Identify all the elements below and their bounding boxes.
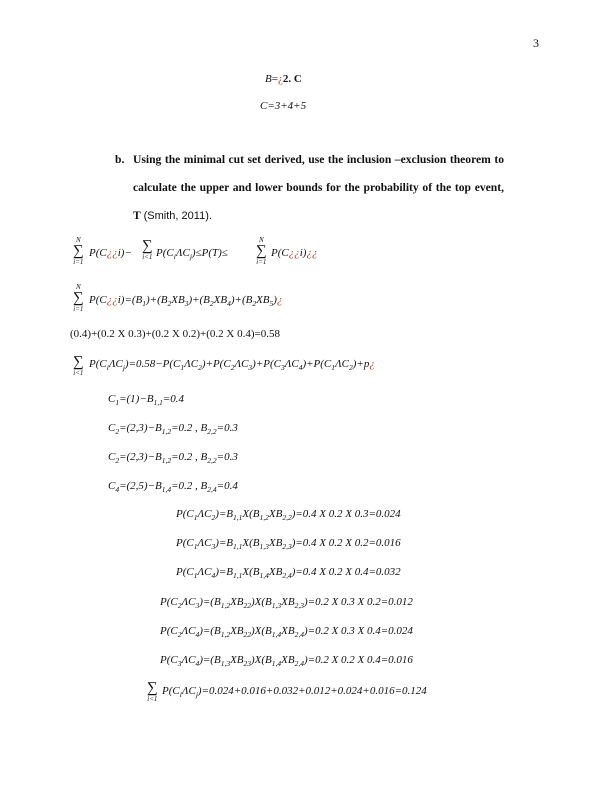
ps-term: )+P(C	[252, 358, 281, 370]
pair-line-5	[160, 624, 413, 638]
ps-sub: 1	[331, 363, 336, 372]
ps-sub: 2	[230, 363, 235, 372]
question-label: b.	[115, 153, 125, 166]
exp-left-end: i)=(B	[117, 294, 143, 306]
pair-sub: 2,4	[294, 659, 304, 668]
pair-sub: 1	[193, 513, 198, 522]
final-term: P(C	[162, 685, 180, 697]
pair-result: )=0.2 X 0.3 X 0.4=0.024	[303, 625, 413, 637]
pair-term: ΛC	[197, 566, 212, 578]
sigma-icon: ∑	[73, 354, 84, 370]
pair-sub: 1,4	[271, 630, 282, 639]
pair-sub: 22	[243, 630, 252, 639]
question-citation: (Smith, 2011).	[143, 210, 212, 222]
exp-tail: ¿	[276, 294, 283, 306]
pair-sub: 2	[177, 630, 182, 639]
cut-sub: 1,4	[161, 485, 172, 494]
exp-term: XB	[213, 294, 228, 306]
exp-term: XB	[256, 294, 270, 306]
ineq-right-markers: ¿¿	[288, 247, 300, 259]
cut-text: =(2,3)−B	[119, 451, 162, 463]
exp-sub: 3	[184, 299, 189, 308]
pair-sub: 3	[195, 601, 200, 610]
cut-line-1	[108, 392, 184, 406]
sum-symbol-4	[73, 283, 84, 313]
cut-text: =(2,5)−B	[119, 480, 162, 492]
pair-term: XB	[281, 654, 295, 666]
question-body: Using the minimal cut set derived, use the inclusion –exclusion theorem to calculate the upper and lower bounds for the probability of the top event, T	[133, 153, 504, 222]
exp-term: )+(B	[230, 294, 253, 306]
pair-sub: 23	[243, 659, 252, 668]
pair-term: )X(B	[251, 596, 272, 608]
pair-term: P(C	[176, 508, 194, 520]
cut-text: =(2,3)−B	[119, 422, 162, 434]
exp-sub: 2	[252, 299, 257, 308]
pair-term: )=(B	[199, 625, 221, 637]
pair-sub: 2	[177, 601, 182, 610]
sum-upper: N	[259, 236, 264, 244]
pair-sub: 2,2	[282, 513, 292, 522]
pair-term: P(C	[160, 625, 178, 637]
eq-b-rest: 2. C	[282, 73, 302, 85]
cut-rest: =0.2 , B	[171, 422, 208, 434]
ineq-left-end: i)−	[117, 247, 132, 259]
cut-rest: =0.2 , B	[171, 451, 208, 463]
cut-sub: 2,2	[207, 427, 217, 436]
pair-term: )=(B	[199, 654, 221, 666]
pair-sub: 2,4	[294, 630, 304, 639]
exp-term: )+(B	[146, 294, 168, 306]
pair-sub: 2	[211, 513, 216, 522]
inequality-left	[89, 246, 132, 260]
final-result: )=0.024+0.016+0.032+0.012+0.024+0.016=0.124	[197, 685, 427, 697]
exp-term: XB	[171, 294, 185, 306]
cut-line-2	[108, 421, 238, 435]
exp-markers: ¿¿	[106, 294, 118, 306]
pair-term: X(B	[242, 537, 260, 549]
ps-sub: i	[106, 363, 109, 372]
pair-sub: 1,3	[220, 659, 231, 668]
pair-term: X(B	[242, 508, 260, 520]
exp-term: )	[273, 294, 277, 306]
question-text	[133, 146, 504, 230]
cut-sub: 4	[115, 485, 120, 494]
pair-term: XB	[230, 596, 244, 608]
sum-symbol-6	[147, 681, 158, 703]
ps-term: P(C	[89, 358, 107, 370]
sum-symbol-1	[73, 236, 84, 266]
ps-sub: 3	[280, 363, 285, 372]
pair-term: XB	[268, 508, 283, 520]
pair-sub: 4	[195, 630, 200, 639]
ps-sub: 1	[180, 363, 185, 372]
pair-sub: 1,4	[271, 659, 282, 668]
sum-lower: i<1	[73, 369, 84, 377]
eq-b-lhs: B	[265, 73, 272, 85]
ps-sub: 3	[248, 363, 253, 372]
pair-sub: 2,3	[282, 542, 292, 551]
ineq-sub-i: i	[173, 252, 176, 261]
exp-sub: 4	[227, 299, 231, 308]
pair-sub: 1,2	[220, 630, 231, 639]
cut-c: C	[108, 451, 116, 463]
ps-term: ΛC	[108, 358, 123, 370]
sigma-icon: ∑	[142, 238, 153, 254]
pair-term: P(C	[176, 566, 194, 578]
sigma-icon: ∑	[73, 243, 84, 259]
pair-term: ΛC	[181, 596, 196, 608]
pair-result: )=0.4 X 0.2 X 0.2=0.016	[291, 537, 401, 549]
pair-sub: 1,4	[259, 571, 269, 580]
ineq-and: ΛC	[175, 247, 190, 259]
ps-sub: 2	[349, 363, 353, 372]
pair-sum-line	[89, 357, 375, 371]
pair-sub: 1,2	[259, 513, 269, 522]
pair-term: XB	[268, 566, 283, 578]
ineq-mid-end: )≤P(T)≤	[191, 247, 228, 259]
sum-symbol-5	[73, 355, 84, 377]
pair-term: )=B	[215, 566, 234, 578]
pair-term: )=B	[215, 508, 234, 520]
pair-sub: 22	[243, 601, 252, 610]
cut-sub: 2,2	[207, 456, 217, 465]
inequality-right	[271, 246, 317, 260]
cut-c: C	[108, 422, 116, 434]
cut-line-4	[108, 479, 238, 493]
pair-term: ΛC	[197, 508, 212, 520]
pair-result: )=0.4 X 0.2 X 0.3=0.024	[291, 508, 401, 520]
ineq-left-markers: ¿¿	[106, 247, 118, 259]
pair-sub: 1	[193, 571, 198, 580]
sum-symbol-3	[256, 236, 267, 266]
ineq-right-end: i)	[299, 247, 307, 259]
numeric-line: (0.4)+(0.2 X 0.3)+(0.2 X 0.2)+(0.2 X 0.4)=0.58	[70, 328, 280, 340]
pair-sub: 2,3	[294, 601, 304, 610]
pair-term: )=B	[215, 537, 234, 549]
ps-term: )+P(C	[201, 358, 231, 370]
final-sub: i	[179, 690, 182, 699]
pair-line-2	[176, 536, 401, 550]
exp-sub: 5	[269, 299, 274, 308]
ps-sub: j	[122, 363, 125, 372]
sum-symbol-2	[142, 239, 153, 261]
sum-upper: N	[76, 283, 81, 291]
ps-sub: 4	[298, 363, 303, 372]
exp-term: )+(B	[188, 294, 210, 306]
pair-line-6	[160, 653, 413, 667]
pair-term: ΛC	[181, 625, 196, 637]
pair-term: XB	[268, 537, 283, 549]
ineq-sub-j: j	[189, 252, 192, 261]
pair-sub: 3	[177, 659, 182, 668]
ineq-left: P(C	[89, 247, 107, 259]
pair-term: )=(B	[199, 596, 221, 608]
pair-term: XB	[230, 654, 244, 666]
ps-tail: ¿	[369, 358, 375, 370]
pair-sub: 1,1	[233, 513, 243, 522]
pair-term: ΛC	[181, 654, 196, 666]
pair-term: XB	[281, 596, 295, 608]
cut-sub: 1,1	[153, 398, 163, 407]
pair-term: )X(B	[251, 625, 272, 637]
pair-sub: 1,3	[259, 542, 269, 551]
pair-sub: 1,2	[220, 601, 231, 610]
pair-term: P(C	[160, 654, 178, 666]
sum-lower: i<1	[142, 253, 153, 261]
pair-sub: 1,3	[271, 601, 282, 610]
pair-line-1	[176, 507, 401, 521]
exp-left: P(C	[89, 294, 107, 306]
cut-rest: =0.3	[216, 422, 238, 434]
sum-lower: i=1	[256, 258, 267, 266]
ps-sub: 2	[198, 363, 202, 372]
exp-sub: 2	[167, 299, 172, 308]
pair-result: )=0.2 X 0.2 X 0.4=0.016	[303, 654, 413, 666]
eq-b-eq: =	[271, 73, 278, 85]
ps-term: )+p	[352, 358, 370, 370]
exp-sub: 2	[209, 299, 214, 308]
pair-term: P(C	[176, 537, 194, 549]
cut-c: C	[108, 480, 116, 492]
eq-b-marker: ¿	[277, 73, 283, 85]
pair-term: X(B	[242, 566, 260, 578]
sigma-icon: ∑	[147, 680, 158, 696]
pair-sub: 4	[195, 659, 200, 668]
ps-term: )+P(C	[302, 358, 332, 370]
ps-term: ΛC	[234, 358, 249, 370]
sum-lower: i=1	[73, 305, 84, 313]
cut-text: =(1)−B	[119, 393, 154, 405]
cut-sub: 1,2	[161, 427, 172, 436]
pair-term: P(C	[160, 596, 178, 608]
sigma-icon: ∑	[256, 243, 267, 259]
equation-c: C=3+4+5	[260, 100, 307, 112]
sum-lower: i<1	[147, 695, 158, 703]
pair-sub: 4	[211, 571, 216, 580]
pair-sub: 1	[193, 542, 198, 551]
pair-term: XB	[230, 625, 244, 637]
ps-term: ΛC	[284, 358, 299, 370]
sum-expansion	[89, 293, 282, 307]
sum-lower: i=1	[73, 258, 84, 266]
final-sub: j	[195, 690, 198, 699]
page-number: 3	[533, 36, 539, 50]
ineq-right: P(C	[271, 247, 289, 259]
cut-rest: =0.4	[216, 480, 238, 492]
ps-term: )=0.58−P(C	[124, 358, 181, 370]
cut-c: C	[108, 393, 116, 405]
pair-sub: 2,4	[282, 571, 292, 580]
ineq-right-tail: ¿¿	[306, 247, 318, 259]
final-sum-line	[162, 684, 427, 698]
cut-sub: 1	[115, 398, 120, 407]
cut-sub: 2	[115, 427, 120, 436]
pair-line-3	[176, 565, 401, 579]
cut-sub: 2	[115, 456, 120, 465]
pair-result: )=0.2 X 0.3 X 0.2=0.012	[303, 596, 413, 608]
sigma-icon: ∑	[73, 290, 84, 306]
pair-term: )X(B	[251, 654, 272, 666]
pair-term: XB	[281, 625, 295, 637]
sum-upper: N	[76, 236, 81, 244]
ps-term: ΛC	[184, 358, 199, 370]
pair-sub: 3	[211, 542, 216, 551]
cut-rest: =0.2 , B	[171, 480, 208, 492]
ineq-mid: P(C	[156, 247, 174, 259]
cut-line-3	[108, 450, 238, 464]
pair-term: ΛC	[197, 537, 212, 549]
cut-rest: =0.4	[162, 393, 185, 405]
inequality-mid	[156, 246, 228, 260]
equation-b	[265, 72, 302, 86]
ps-term: ΛC	[335, 358, 350, 370]
pair-sub: 1,1	[233, 542, 243, 551]
pair-sub: 1,1	[233, 571, 243, 580]
exp-sub: 1	[142, 299, 147, 308]
cut-sub: 1,2	[161, 456, 172, 465]
cut-sub: 2,4	[207, 485, 217, 494]
pair-result: )=0.4 X 0.2 X 0.4=0.032	[291, 566, 401, 578]
final-term: ΛC	[181, 685, 196, 697]
pair-line-4	[160, 595, 413, 609]
cut-rest: =0.3	[216, 451, 238, 463]
